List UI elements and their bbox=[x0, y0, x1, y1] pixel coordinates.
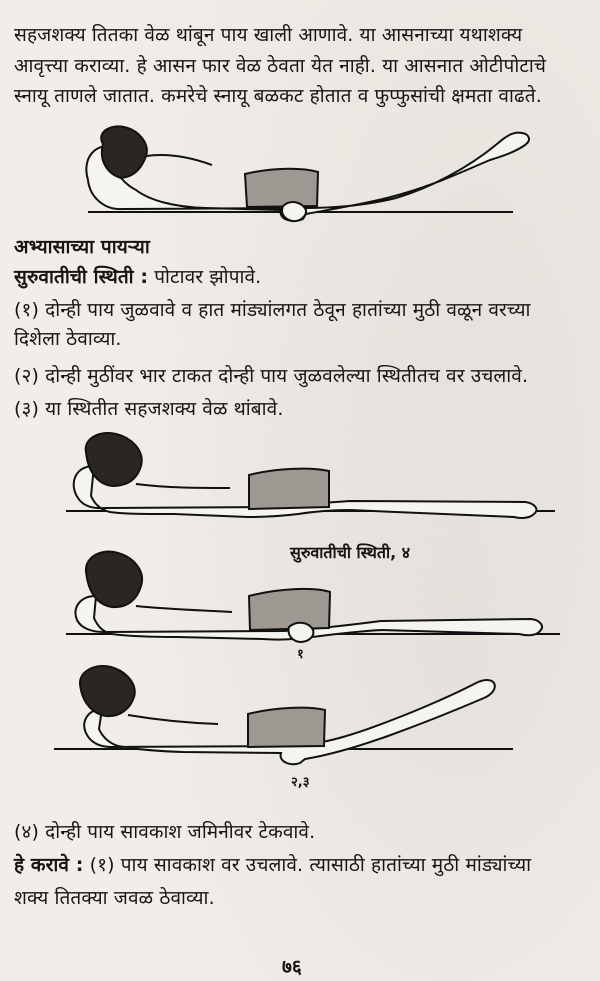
page-number: ७६ bbox=[282, 956, 302, 978]
do-this-line-1 bbox=[14, 852, 590, 878]
top-pose-illustration bbox=[0, 116, 600, 228]
starting-position-text: पोटावर झोपावे. bbox=[154, 266, 262, 288]
do-this-text-1: (१) पाय सावकाश वर उचलावे. त्यासाठी हातांच्या मुठी मांड्यांच्या bbox=[89, 854, 532, 876]
section-heading: अभ्यासाच्या पायऱ्या bbox=[14, 236, 150, 258]
do-this-label: हे करावे : bbox=[14, 854, 84, 876]
step-line-2: दिशेला ठेवाव्या. bbox=[14, 328, 122, 350]
step-line-3: (२) दोन्ही मुठींवर भार टाकत दोन्ही पाय जुळवलेल्या स्थितीतच वर उचलावे. bbox=[14, 365, 529, 387]
steps-two-three-label: २,३ bbox=[291, 775, 310, 790]
start-position-caption: सुरुवातीची स्थिती, ४ bbox=[290, 543, 411, 562]
intro-line-2: आवृत्त्या कराव्या. हे आसन फार वेळ ठेवता येत नाही. या आसनात ओटीपोटाचे bbox=[14, 55, 547, 77]
start-position-illustration bbox=[0, 430, 600, 532]
intro-line-3: स्नायू ताणले जातात. कमरेचे स्नायू बळकट होतात व फुप्फुसांची क्षमता वाढते. bbox=[14, 85, 542, 107]
intro-line-1: सहजशक्य तितका वेळ थांबून पाय खाली आणावे. या आसनाच्या यथाशक्य bbox=[14, 24, 523, 46]
starting-position-label: सुरुवातीची स्थिती : bbox=[14, 266, 149, 288]
step-line-1: (१) दोन्ही पाय जुळवावे व हात मांड्यांलगत ठेवून हातांच्या मुठी वळून वरच्या bbox=[14, 299, 531, 321]
final-step-line: (४) दोन्ही पाय सावकाश जमिनीवर टेकवावे. bbox=[14, 821, 316, 843]
starting-position-line bbox=[14, 264, 590, 290]
step-one-label: १ bbox=[297, 647, 304, 662]
step-line-4: (३) या स्थितीत सहजशक्य वेळ थांबावे. bbox=[14, 398, 284, 420]
do-this-line-2: शक्य तितक्या जवळ ठेवाव्या. bbox=[14, 887, 215, 909]
steps-two-three-illustration bbox=[0, 665, 600, 766]
